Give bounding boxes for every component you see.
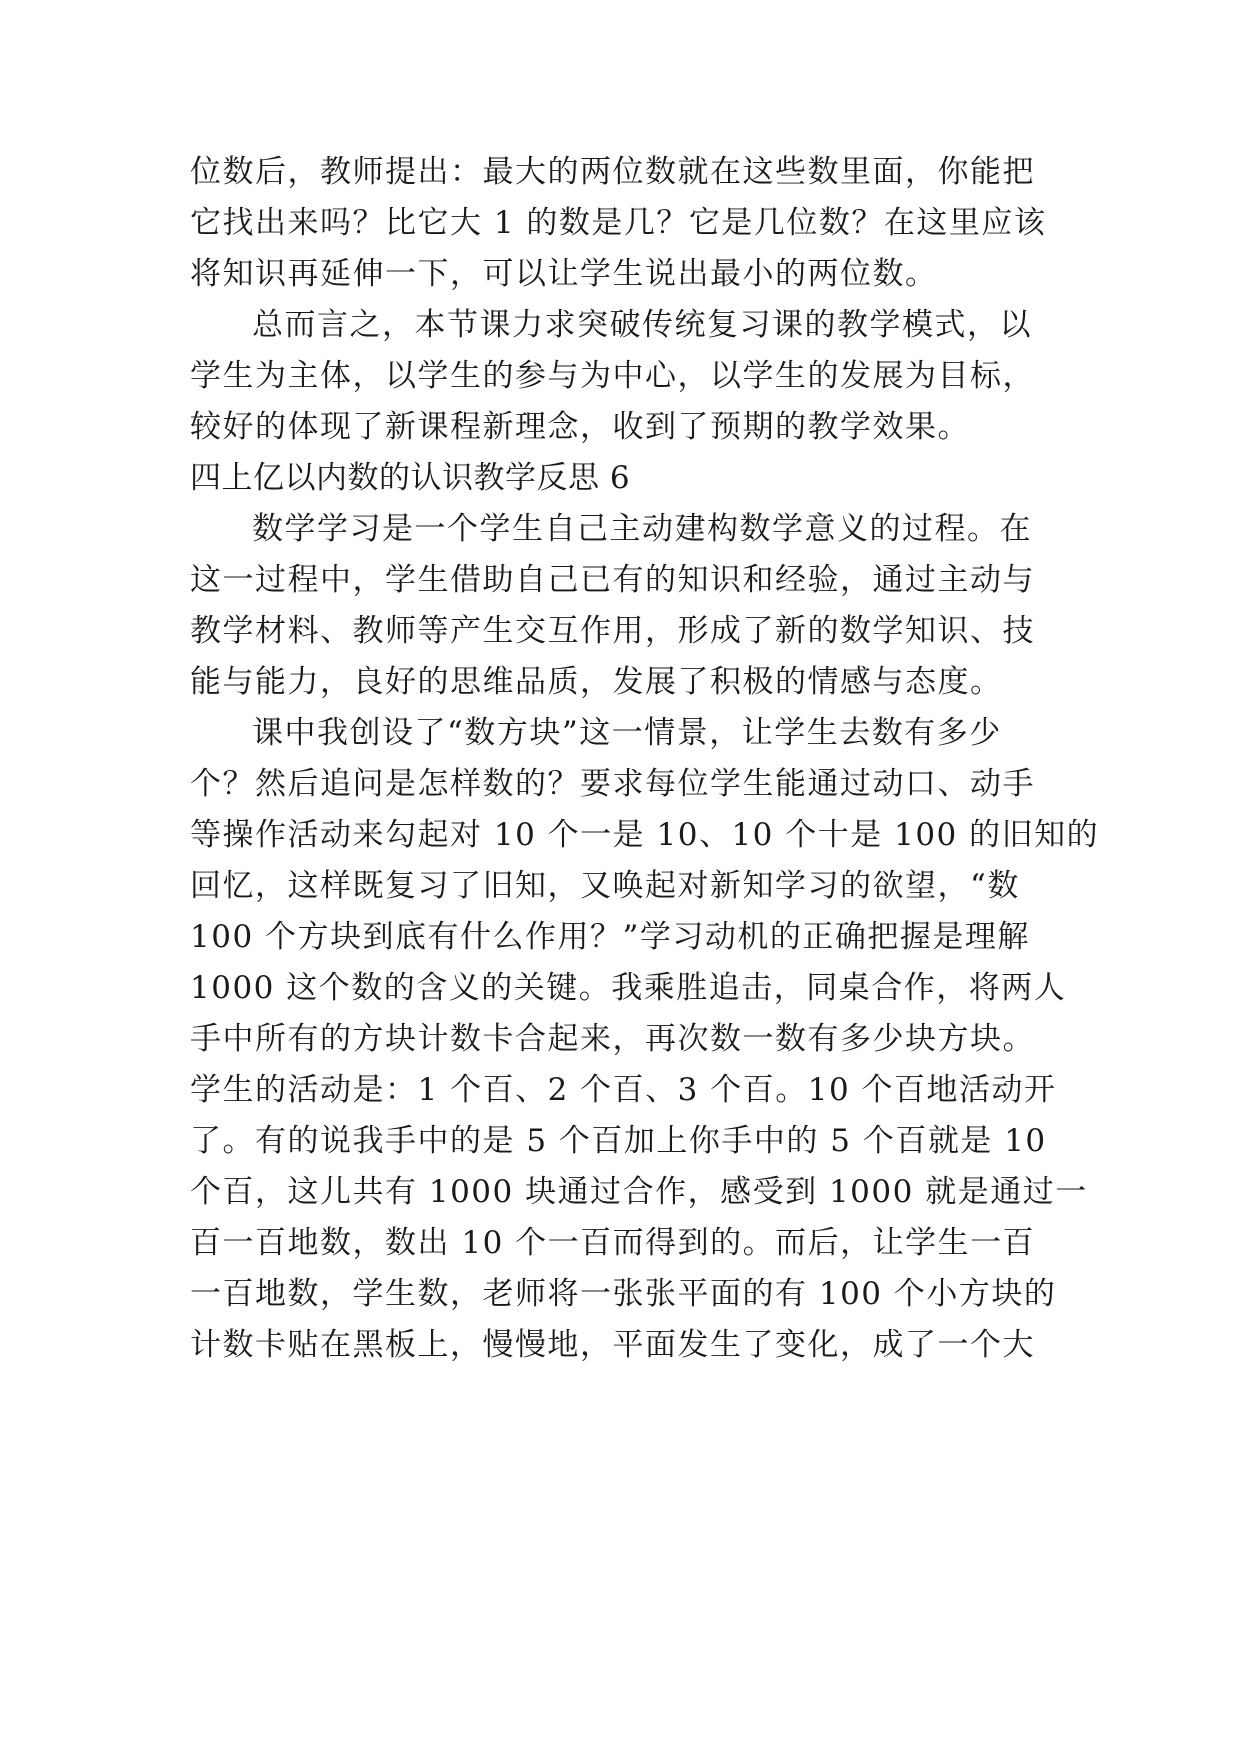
paragraph-first-line: 课中我创设了“数方块”这一情景，让学生去数有多少 — [252, 715, 1002, 751]
body-text-line: 了。有的说我手中的是 5 个百加上你手中的 5 个百就是 10 — [190, 1123, 1047, 1159]
body-text-line: 它找出来吗？比它大 1 的数是几？它是几位数？在这里应该 — [190, 205, 1047, 241]
body-text-line: 一百地数，学生数，老师将一张张平面的有 100 个小方块的 — [190, 1276, 1057, 1312]
body-text-line: 手中所有的方块计数卡合起来，再次数一数有多少块方块。 — [190, 1021, 1035, 1057]
body-text-line: 能与能力，良好的思维品质，发展了积极的情感与态度。 — [190, 664, 1003, 700]
body-text-line: 将知识再延伸一下，可以让学生说出最小的两位数。 — [190, 256, 938, 292]
body-text-line: 百一百地数，数出 10 个一百而得到的。而后，让学生一百 — [190, 1225, 1036, 1261]
body-text-line: 学生的活动是：1 个百、2 个百、3 个百。10 个百地活动开 — [190, 1072, 1057, 1108]
body-text-line: 位数后，教师提出：最大的两位数就在这些数里面，你能把 — [190, 154, 1035, 190]
paragraph-first-line: 数学学习是一个学生自己主动建构数学意义的过程。在 — [252, 511, 1032, 547]
body-text-line: 回忆，这样既复习了旧知，又唤起对新知学习的欲望，“数 — [190, 868, 1020, 904]
body-text-line: 计数卡贴在黑板上，慢慢地，平面发生了变化，成了一个大 — [190, 1327, 1035, 1363]
body-text-line: 1000 这个数的含义的关键。我乘胜追击，同桌合作，将两人 — [190, 970, 1067, 1006]
body-text-line: 教学材料、教师等产生交互作用，形成了新的数学知识、技 — [190, 613, 1035, 649]
body-text-line: 学生为主体，以学生的参与为中心，以学生的发展为目标， — [190, 358, 1035, 394]
body-text-line: 100 个方块到底有什么作用？”学习动机的正确把握是理解 — [190, 919, 1030, 955]
paragraph-first-line: 总而言之，本节课力求突破传统复习课的教学模式，以 — [252, 307, 1032, 343]
body-text-line: 这一过程中，学生借助自己已有的知识和经验，通过主动与 — [190, 562, 1035, 598]
body-text-line: 较好的体现了新课程新理念，收到了预期的教学效果。 — [190, 409, 970, 445]
body-text-line: 个？然后追问是怎样数的？要求每位学生能通过动口、动手 — [190, 766, 1035, 802]
section-heading: 四上亿以内数的认识教学反思 6 — [190, 460, 631, 496]
body-text-line: 个百，这儿共有 1000 块通过合作，感受到 1000 就是通过一 — [190, 1174, 1088, 1210]
body-text-line: 等操作活动来勾起对 10 个一是 10、10 个十是 100 的旧知的 — [190, 817, 1100, 853]
